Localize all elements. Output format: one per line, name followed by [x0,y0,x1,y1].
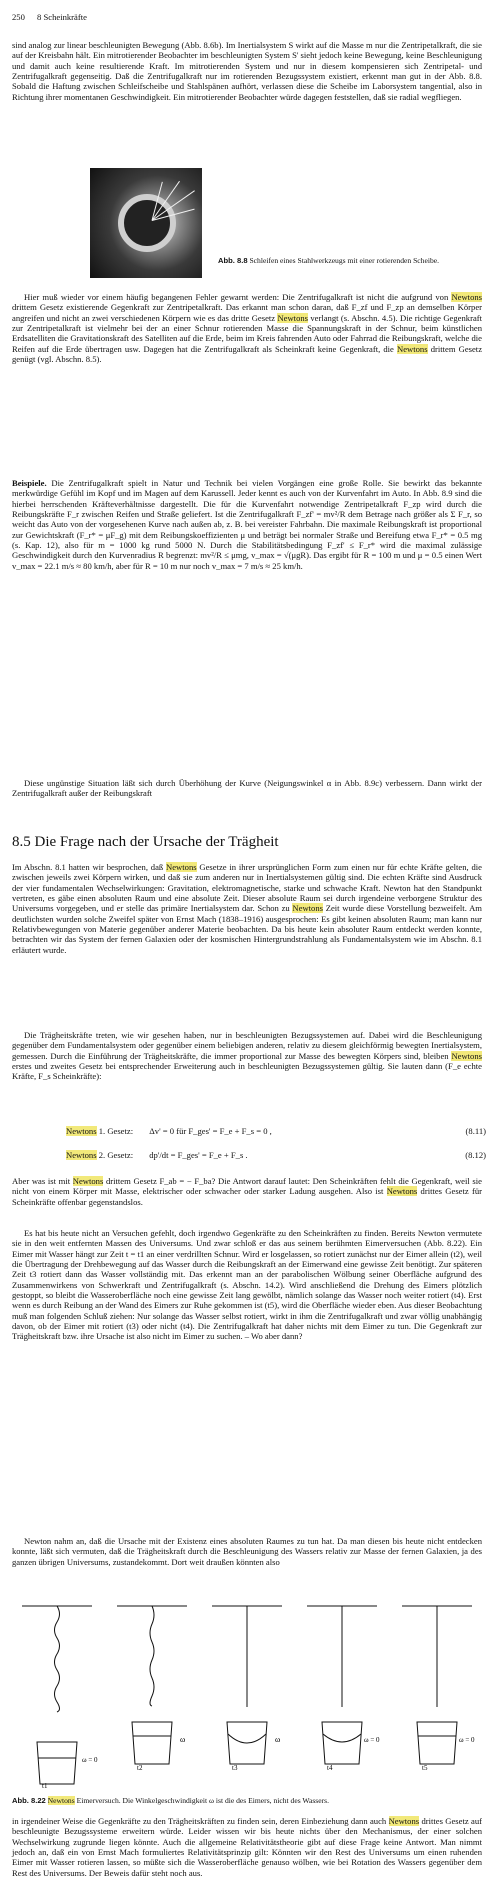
page-number: 250 [12,12,25,22]
figure-label: Abb. 8.22 [12,1796,46,1805]
paragraph-examples [12,478,482,571]
text: drittes Gesetz für Scheinkräfte offenbar gegenstandslos. [12,1186,482,1207]
chapter-title: 8 Scheinkräfte [37,12,87,22]
text: drittem Gesetz existierende Gegenkraft zur Zentripetalkraft. Das erkannt man schon daran, daß F_zf und F_zp an demselben Körper angreifen und nicht an zwei verschiedenen Körpern wie es das dritte Gesetz [12,302,482,323]
paragraph-5 [12,862,482,955]
highlight-newtons: Newtons [397,343,428,354]
time-label: t5 [422,1764,428,1772]
formula-8-12 [66,1150,486,1160]
grinding-wheel-icon [118,194,176,252]
highlight-newtons: Newtons [451,292,483,302]
formula-8-11 [66,1126,486,1136]
highlight-newtons: Newtons [47,1796,75,1805]
omega-label: ω = 0 [364,1736,380,1744]
omega-label: ω [275,1735,281,1744]
figure-8-8-caption [218,256,480,265]
figure-label: Abb. 8.8 [218,256,248,265]
formula-expression: Δv' = 0 für F_ges' = F_e + F_s = 0 , [149,1126,272,1136]
text: erstes und zweites Gesetz bei entsprechender Erweiterung auch in beschleunigten Bezugssystemen gültig. Sie lauten dann (F_e echte Kräfte, F_s Scheinkräfte): [12,1061,482,1082]
highlight-newtons: Newtons [292,903,323,914]
time-label: t3 [232,1764,238,1772]
text: drittem Gesetz F_ab = − F_ba? Die Antwort darauf lautet: Den Scheinkräften fehlt die Gegenkraft, weil sie nicht von einem Körper mit Masse, elektrischer oder schwacher oder starker Ladung ausgehen. Also ist [12,1176,482,1197]
text: Aber was ist mit [12,1176,71,1186]
page-header [12,12,97,22]
omega-label: ω = 0 [82,1756,98,1764]
omega-label: ω = 0 [459,1736,475,1744]
time-label: t4 [327,1764,333,1772]
highlight-newtons: Newtons [388,1816,420,1826]
text: drittes Gesetz auf beschleunigte Bezugssysteme erweitern würde. Leider wissen wir bis heute nichts über den Mechanismus, der einer solchen Wechselwirkung zugrunde liegen könnte. Auch die allgemeine Relativitätstheorie gibt auf diese Frage keine Antwort. Man nimmt jedoch an, daß ein von Ernst Mach formuliertes Relativitätsprinzip gilt: Könnten wir den Rest des Universums um einen ruhenden Eimer mit Wasser rotieren lassen, so müßte sich die Wasseroberfläche genauso wölben, wie bei Rotation des Wassers gegenüber dem Rest des Universums. Der Beweis dafür steht noch aus. [12,1816,482,1878]
formula-label: 1. Gesetz: [98,1126,134,1136]
paragraph-4: Diese ungünstige Situation läßt sich durch Überhöhung der Kurve (Neigungswinkel α in Abb. 8.9c) verbessern. Dann wirkt der Zentrifugalkraft außer der Reibungskraft [12,778,482,799]
time-label: t2 [137,1764,143,1772]
figure-text: Eimerversuch. Die Winkelgeschwindigkeit ω ist die des Eimers, nicht des Wassers. [76,1796,330,1805]
highlight-newtons: Newtons [451,1050,482,1061]
highlight-newtons: Newtons [386,1186,418,1197]
formula-label: 2. Gesetz: [98,1150,134,1160]
figure-8-22-bucket-experiment [12,1602,482,1792]
highlight-newtons: Newtons [66,1150,97,1160]
omega-label: ω [180,1735,186,1744]
grinding-wheel-photo [90,168,202,278]
highlight-newtons: Newtons [66,1126,97,1136]
section-title: 8.5 Die Frage nach der Ursache der Trägheit [12,834,279,850]
figure-text: Schleifen eines Stahlwerkzeugs mit einer rotierenden Scheibe. [249,256,440,265]
text: Hier muß wieder vor einem häufig begangenen Fehler gewarnt werden: Die Zentrifugalkraft ist nicht die aufgrund von [24,292,449,302]
text: Zeit wurde diese Vorstellung bezweifelt. Am deutlichsten wurden solche Zweifel später von Ernst Mach (1838–1916) ausgesprochen: Es gibt keinen absoluten Raum; man kann nur Relativbewegungen von Materie gegenüber anderer Materie beobachten. Da bis heute kein absoluter Raum entdeckt werden konnte, betrachten wir das System der fernen Galaxien oder der kosmischen Hintergrundstrahlung als Fundamentalsystem wie im Abschn. 8.1 erläutert wurde. [12,903,482,955]
text: Gesetze in ihrer ursprünglichen Form zum einen nur für echte Kräfte gelten, die zwischen jeweils zwei Körpern wirken, und daß sie zum anderen nur in Inertialsystemen gültig sind. Die echten Kräfte sind Ausdruck der vier fundamentalen Wechselwirkungen: Gravitation, elektromagnetische, starke und schwache Kraft. Newton hat den Standpunkt vertreten, es gäbe einen absoluten Raum und eine absolute Zeit. Dieser absolute Raum sei durch irgendeine verborgene Struktur des Universums vorgegeben, und er stelle das primäre Inertialsystem dar. Schon zu [12,862,482,914]
highlight-newtons: Newtons [72,1176,104,1186]
examples-label: Beispiele. [12,478,47,488]
text: Die Trägheitskräfte treten, wie wir gesehen haben, nur in beschleunigten Bezugssystemen auf. Dabei wird die Beschleunigung gegenüber dem Fundamentalsystem oder gegenüber einem beliebigen anderen, relativ zu diesem gleichförmig bewegten Inertialsystem, gemessen. Durch die Einführung der Trägheitskräfte, die immer proportional zur Masse des bewegten Körpers sind, bleiben [12,1030,482,1061]
formula-expression: dp'/dt = F_ges' = F_e + F_s . [149,1150,248,1160]
highlight-newtons: Newtons [166,862,197,872]
paragraph-6 [12,1030,482,1082]
text: Im Abschn. 8.1 hatten wir besprochen, daß [12,862,164,872]
paragraph-9: Newton nahm an, daß die Ursache mit der Existenz eines absoluten Raumes zu tun hat. Da man diesen bis heute nicht entdecken konnte, läßt sich vermuten, daß die Trägheitskraft durch die Beschleunigung des Wassers relativ zur Masse der fernen Galaxien, ja des ganzen übrigen Universums, zustandekommt. Dort weit draußen könnten also [12,1536,482,1567]
highlight-newtons: Newtons [277,312,309,323]
paragraph-2 [12,292,482,364]
equation-number: (8.12) [465,1150,486,1160]
text: Die Zentrifugalkraft spielt in Natur und Technik bei vielen Vorgängen eine große Rolle. Sie bewirkt das bekannte merkwürdige Gefühl im Kopf und im Magen auf dem Karussell. Jeder kennt es auch von der Kurvenfahrt im Auto. In Abb. 8.9 sind die hierbei herrschenden Kräfteverhältnisse dargestellt. Die für die Kurvenfahrt notwendige Zentripetalkraft F_zp wird durch die Reibungskräfte F_r zwischen Reifen und Straße geliefert. Ist die Zentrifugalkraft F_zf' = mv²/R dem Betrage nach größer als Σ F_r, so weicht das Auto von der vorgesehenen Kurve nach außen ab, z. B. bei vereister Fahrbahn. Die maximale Reibungskraft ist proportional zur Gewichtskraft (F_r* = μF_g) mit dem Reibungskoeffizienten μ und beträgt bei normaler Straße und Bereifung etwa F_r* = 0.5 mg (s. Kap. 12), also für m = 1000 kg rund 5000 N. Durch die Stabilitätsbedingung F_zf' ≤ F_r* wird die maximal zulässige Geschwindigkeit durch den Kurvenradius R begrenzt: mv²/R ≤ μmg, v_max = √(μgR). Das ergibt für R = 100 m und μ = 0.5 einen Wert v_max = 22.1 m/s ≈ 80 km/h, aber für R = 10 m nur noch v_max = 7 m/s ≈ 25 km/h. [12,478,482,571]
equation-number: (8.11) [465,1126,486,1136]
text: drittem Gesetz genügt (vgl. Abschn. 8.5). [12,343,483,365]
paragraph-1: sind analog zur linear beschleunigten Bewegung (Abb. 8.6b). Im Inertialsystem S wirkt auf die Masse m nur die Zentripetalkraft, die sie auf der Kreisbahn hält. Ein mitrotierender Beobachter im beschleunigten System S' sieht jedoch keine Bewegung, keine Beschleunigung und damit auch keine resultierende Kraft. Im mitrotierenden System und nur in diesem kompensieren sich Zentripetal- und Zentrifugalkraft gegenseitig. Daß die Zentrifugalkraft nur im rotierenden Bezugssystem existiert, erkennt man gut in der Abb. 8.8. Sobald die Haftung zwischen Schleifscheibe und Stahlspänen aufhört, verlassen diese die Scheibe im Laborsystem tangential, also in Richtung ihrer momentanen Geschwindigkeit. Ein mitrotierender Beobachter würde dagegen feststellen, daß sie radial wegfliegen. [12,40,482,102]
time-label: t1 [42,1782,48,1790]
paragraph-10 [12,1816,482,1878]
text: verlangt (s. Abschn. 4.5). Die richtige Gegenkraft zur Zentripetalkraft ist vielmehr bei der an einer Schnur rotierenden Masse die Spannungskraft in der Schnur, beim künstlichen Erdsatelliten die Gravitationskraft des Satelliten auf die Erde, beim im Kreis fahrenden Auto oder Fahrrad die Reibungskraft, welche die Reifen auf die Erde übertragen usw. Dagegen hat die Zentrifugalkraft als Scheinkraft keine Gegenkraft, die [12,312,483,354]
paragraph-7 [12,1176,482,1207]
figure-8-22-caption [12,1796,482,1805]
text: in irgendeiner Weise die Gegenkräfte zu den Trägheitskräften zu finden sein, deren Einbeziehung dann auch [12,1816,387,1826]
paragraph-8: Es hat bis heute nicht an Versuchen gefehlt, doch irgendwo Gegenkräfte zu den Scheinkräften zu finden. Bereits Newton vermutete sie in den weit entfernten Massen des Universums. Und zwar schloß er das aus seinem berühmten Eimerversuchen (Abb. 8.22). Ein Eimer mit Wasser hängt zur Zeit t = t1 an einer verdrillten Schnur. Wird er losgelassen, so rotiert zunächst nur der Eimer allein (t2), weil die Übertragung der Drehbewegung auf das Wasser durch die Reibungskraft an der Eimerwand eine gewisse Zeit benötigt. Zur späteren Zeit t3 rotiert dann das Wasser vollständig mit. Das erkennt man an der parabolischen Wölbung seiner Oberfläche aufgrund des Zusammenwirkens von Schwerkraft und Zentrifugalkraft (s. Abschn. 14.2). Wird anschließend die Drehung des Eimers plötzlich gestoppt, so bleibt die Wasseroberfläche noch eine gewisse Zeit lang gewölbt, nämlich solange das Wasser noch weiter rotiert (t4). Erst wenn es durch Reibung an der Wand des Eimers zur Ruhe gekommen ist (t5), wird die Oberfläche wieder eben. Aus dieser Beobachtung muß man folgenden Schluß ziehen: Nur solange das Wasser selbst rotiert, wirkt in ihm die Zentrifugalkraft und zwar völlig unabhängig davon, ob der Eimer mit rotiert (t3) oder nicht (t4). Die Zentrifugalkraft hat daher nichts mit dem Eimer zu tun. Die Gegenkraft zur Trägheitskraft bzw. ihre Ursache ist also nicht im Eimer zu suchen. – Wo aber dann? [12,1228,482,1342]
